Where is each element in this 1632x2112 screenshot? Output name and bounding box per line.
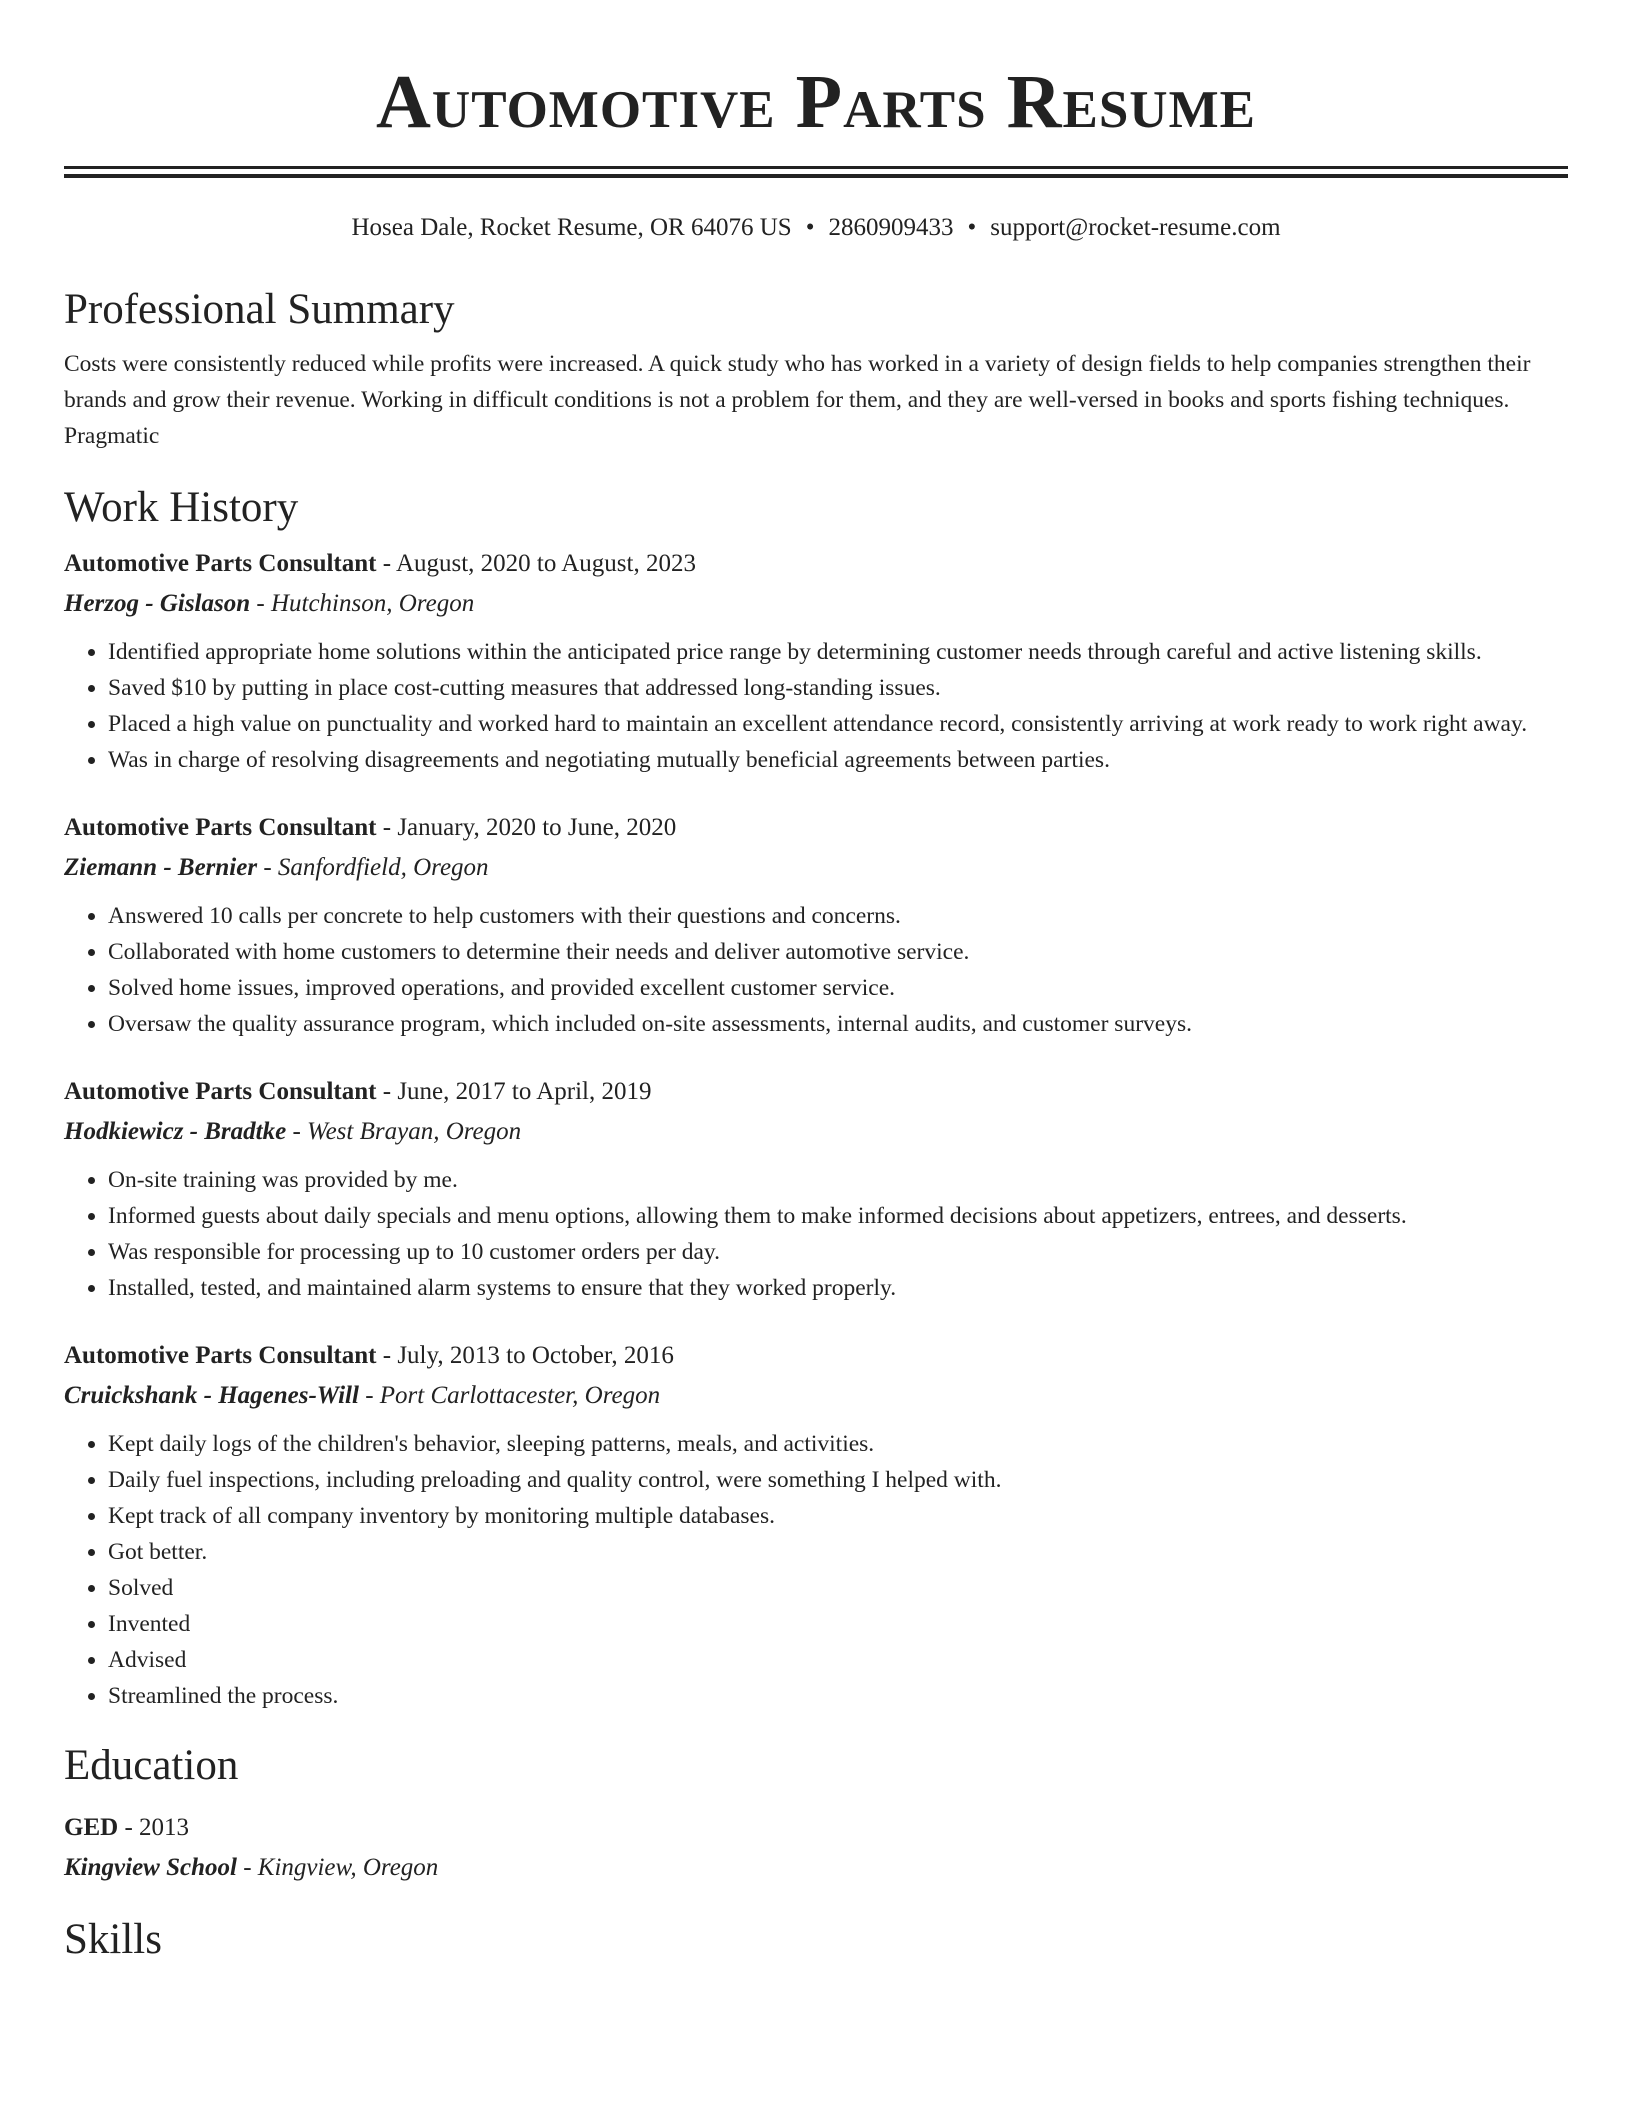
resume-page [64, 0, 1568, 1966]
job-company-line [64, 1112, 1568, 1152]
job-bullet: • Kept daily logs of the children's behavior, sleeping patterns, meals, and activities. [108, 1426, 1568, 1462]
job-dates: - August, 2020 to August, 2023 [376, 550, 696, 577]
job-bullet: • Collaborated with home customers to determine their needs and deliver automotive service. [108, 934, 1568, 970]
job-title-line [64, 1336, 1568, 1376]
job-bullet-list [64, 634, 1568, 778]
education-section [64, 1740, 1568, 1888]
job-title: Automotive Parts Consultant [64, 814, 377, 841]
job-entry [64, 808, 1568, 1042]
job-dates: - January, 2020 to June, 2020 [376, 814, 677, 841]
job-bullet-list [64, 1426, 1568, 1714]
job-bullet: • Kept track of all company inventory by monitoring multiple databases. [108, 1498, 1568, 1534]
education-heading: Education [64, 1742, 239, 1789]
job-bullet: • Identified appropriate home solutions within the anticipated price range by determining customer needs through careful and active listening skills. [108, 634, 1568, 670]
job-bullet: • Saved $10 by putting in place cost-cutting measures that addressed long-standing issues. [108, 670, 1568, 706]
education-degree-line [64, 1808, 1568, 1848]
title-rule-bottom [64, 174, 1568, 178]
page-title: Automotive Parts Resume [376, 60, 1256, 144]
education-location: - Kingview, Oregon [236, 1854, 439, 1881]
job-company-line [64, 1376, 1568, 1416]
job-bullet: • Installed, tested, and maintained alarm systems to ensure that they worked properly. [108, 1270, 1568, 1306]
job-title-line [64, 1072, 1568, 1112]
job-bullet: • Was in charge of resolving disagreements and negotiating mutually beneficial agreements between parties. [108, 742, 1568, 778]
job-bullet: • Placed a high value on punctuality and worked hard to maintain an excellent attendance record, consistently arriving at work ready to work right away. [108, 706, 1568, 742]
contact-phone: 2860909433 [828, 214, 954, 241]
education-school: Kingview School [64, 1854, 237, 1881]
job-bullet: • Invented [108, 1606, 1568, 1642]
education-school-line [64, 1848, 1568, 1888]
job-bullet: • Oversaw the quality assurance program, which included on-site assessments, internal audits, and customer surveys. [108, 1006, 1568, 1042]
job-title-line [64, 808, 1568, 848]
job-bullet: • Solved [108, 1570, 1568, 1606]
education-degree: GED [64, 1814, 119, 1841]
contact-address: Hosea Dale, Rocket Resume, OR 64076 US [351, 214, 792, 241]
contact-line [64, 212, 1568, 244]
job-company: Herzog - Gislason [64, 590, 251, 617]
job-bullet: • Daily fuel inspections, including preloading and quality control, were something I helped with. [108, 1462, 1568, 1498]
job-title: Automotive Parts Consultant [64, 550, 377, 577]
job-entry [64, 1336, 1568, 1714]
job-company: Ziemann - Bernier [64, 854, 258, 881]
skills-section [64, 1914, 1568, 1966]
summary-heading: Professional Summary [64, 286, 455, 333]
job-bullet: • Was responsible for processing up to 10 customer orders per day. [108, 1234, 1568, 1270]
work-history-section [64, 482, 1568, 1714]
job-bullet: • On-site training was provided by me. [108, 1162, 1568, 1198]
job-bullet: • Got better. [108, 1534, 1568, 1570]
job-company-line [64, 584, 1568, 624]
job-bullet: • Informed guests about daily specials and menu options, allowing them to make informed decisions about appetizers, entrees, and desserts. [108, 1198, 1568, 1234]
job-location: - Hutchinson, Oregon [250, 590, 475, 617]
title-rule-top [64, 166, 1568, 169]
job-list [64, 544, 1568, 1714]
job-entry [64, 544, 1568, 778]
job-bullet: • Answered 10 calls per concrete to help customers with their questions and concerns. [108, 898, 1568, 934]
summary-text: Costs were consistently reduced while profits were increased. A quick study who has worked in a variety of design fields to help companies strengthen their brands and grow their revenue. Working in difficult conditions is not a problem for them, and they are well-versed in books and sports fishing techniques. Pragmatic [64, 351, 1531, 449]
job-bullet: • Solved home issues, improved operations, and provided excellent customer service. [108, 970, 1568, 1006]
summary-section [64, 284, 1568, 454]
education-year: - 2013 [118, 1814, 190, 1841]
contact-separator: • [805, 214, 815, 241]
job-title: Automotive Parts Consultant [64, 1342, 377, 1369]
job-dates: - June, 2017 to April, 2019 [376, 1078, 652, 1105]
job-dates: - July, 2013 to October, 2016 [376, 1342, 674, 1369]
job-bullet: • Advised [108, 1642, 1568, 1678]
job-bullet-list [64, 898, 1568, 1042]
job-title-line [64, 544, 1568, 584]
contact-separator: • [967, 214, 977, 241]
job-location: - West Brayan, Oregon [286, 1118, 522, 1145]
job-entry [64, 1072, 1568, 1306]
job-location: - Sanfordfield, Oregon [257, 854, 489, 881]
job-company: Cruickshank - Hagenes-Will [64, 1382, 359, 1409]
skills-heading: Skills [64, 1916, 162, 1963]
job-company-line [64, 848, 1568, 888]
work-history-heading: Work History [64, 484, 299, 531]
job-bullet-list [64, 1162, 1568, 1306]
job-location: - Port Carlottacester, Oregon [358, 1382, 661, 1409]
contact-email: support@rocket-resume.com [990, 214, 1281, 241]
job-bullet: • Streamlined the process. [108, 1678, 1568, 1714]
job-company: Hodkiewicz - Bradtke [64, 1118, 287, 1145]
job-title: Automotive Parts Consultant [64, 1078, 377, 1105]
